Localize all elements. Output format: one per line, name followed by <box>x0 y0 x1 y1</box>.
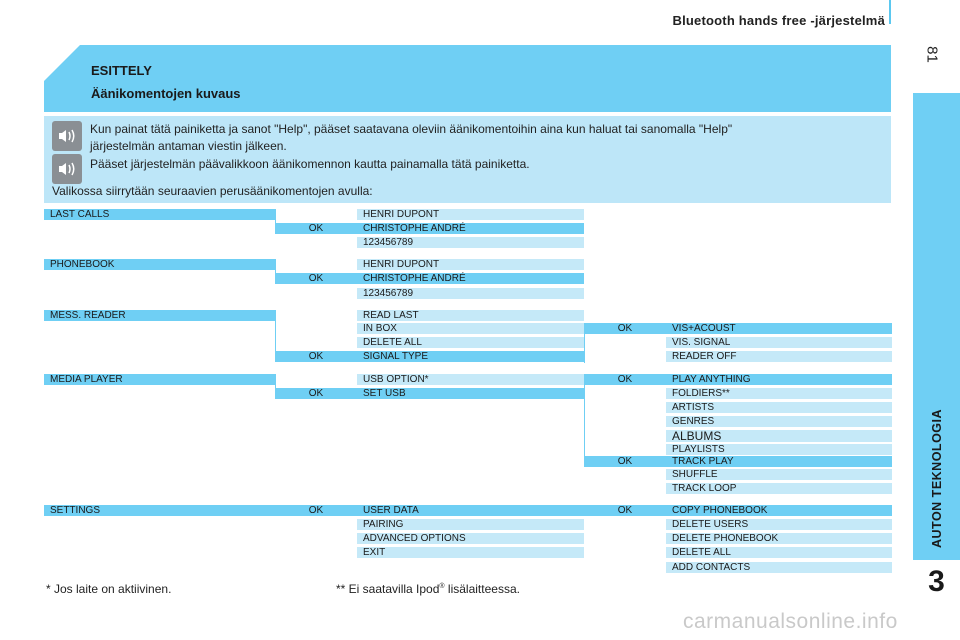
info-line-1: Kun painat tätä painiketta ja sanot "Help", pääset saatavana oleviin äänikomentoihin aina kun haluat tai sanomalla "Help" <box>90 122 733 136</box>
submenu-item: DELETE USERS <box>666 519 892 530</box>
submenu-item: DELETE PHONEBOOK <box>666 533 892 544</box>
ok-label: OK <box>275 223 357 234</box>
header-accent-bar <box>889 0 891 24</box>
info-line-2: järjestelmän antaman viestin jälkeen. <box>90 139 287 153</box>
submenu-item: ADD CONTACTS <box>666 562 892 573</box>
submenu-item: PLAY ANYTHING <box>666 374 892 385</box>
ok-label: OK <box>275 388 357 399</box>
ok-label: OK <box>275 505 357 516</box>
info-footer-text: Valikossa siirrytään seuraavien perusäänikomentojen avulla: <box>52 184 373 198</box>
menu-item: USER DATA <box>357 505 584 516</box>
submenu-item: TRACK PLAY <box>666 456 892 467</box>
chapter-number: 3 <box>928 565 945 598</box>
ok-label: OK <box>275 351 357 362</box>
section-banner <box>44 45 891 112</box>
section-title: ESITTELY <box>91 63 152 78</box>
submenu-item: ALBUMS <box>666 430 892 442</box>
footnote-1: * Jos laite on aktiivinen. <box>46 582 172 596</box>
menu-phonebook: PHONEBOOK <box>44 259 275 270</box>
voice-command-icon <box>52 121 82 151</box>
menu-settings: SETTINGS <box>44 505 275 516</box>
menu-item: CHRISTOPHE ANDRÉ <box>357 273 584 284</box>
section-subtitle: Äänikomentojen kuvaus <box>91 86 241 101</box>
voice-command-icon <box>52 154 82 184</box>
menu-item: EXIT <box>357 547 584 558</box>
watermark: carmanualsonline.info <box>683 610 898 633</box>
menu-item: HENRI DUPONT <box>357 209 584 220</box>
submenu-item: VIS+ACOUST <box>666 323 892 334</box>
chapter-tab-label: AUTON TEKNOLOGIA <box>929 408 944 548</box>
footnote-2 <box>336 582 520 596</box>
submenu-item: ARTISTS <box>666 402 892 413</box>
ok-label: OK <box>584 456 666 467</box>
menu-item: DELETE ALL <box>357 337 584 348</box>
ok-label: OK <box>275 273 357 284</box>
submenu-item: PLAYLISTS <box>666 444 892 455</box>
page-number: 81 <box>923 46 941 63</box>
page-header-title: Bluetooth hands free -järjestelmä <box>672 13 885 28</box>
footnote-2-text: ** Ei saatavilla Ipod <box>336 582 440 596</box>
menu-last-calls: LAST CALLS <box>44 209 275 220</box>
submenu-item: FOLDIERS** <box>666 388 892 399</box>
ok-label: OK <box>584 323 666 334</box>
menu-item: 123456789 <box>357 288 584 299</box>
chapter-side-tab <box>913 93 960 560</box>
ok-label: OK <box>584 505 666 516</box>
menu-item: IN BOX <box>357 323 584 334</box>
registered-mark: ® <box>439 583 445 590</box>
menu-item: READ LAST <box>357 310 584 321</box>
menu-item: SIGNAL TYPE <box>357 351 584 362</box>
submenu-item: GENRES <box>666 416 892 427</box>
submenu-item: VIS. SIGNAL <box>666 337 892 348</box>
menu-item: ADVANCED OPTIONS <box>357 533 584 544</box>
submenu-item: COPY PHONEBOOK <box>666 505 892 516</box>
footnote-2-suffix: lisälaitteessa. <box>444 582 520 596</box>
menu-item: CHRISTOPHE ANDRÉ <box>357 223 584 234</box>
menu-item: PAIRING <box>357 519 584 530</box>
ok-label: OK <box>584 374 666 385</box>
submenu-item: TRACK LOOP <box>666 483 892 494</box>
menu-item: 123456789 <box>357 237 584 248</box>
connector-line <box>584 374 585 467</box>
submenu-item: READER OFF <box>666 351 892 362</box>
submenu-item: SHUFFLE <box>666 469 892 480</box>
info-line-3: Pääset järjestelmän päävalikkoon äänikomennon kautta painamalla tätä painiketta. <box>90 157 530 171</box>
menu-item: HENRI DUPONT <box>357 259 584 270</box>
menu-item: SET USB <box>357 388 584 399</box>
menu-mess-reader: MESS. READER <box>44 310 275 321</box>
menu-media-player: MEDIA PLAYER <box>44 374 275 385</box>
submenu-item: DELETE ALL <box>666 547 892 558</box>
menu-item: USB OPTION* <box>357 374 584 385</box>
